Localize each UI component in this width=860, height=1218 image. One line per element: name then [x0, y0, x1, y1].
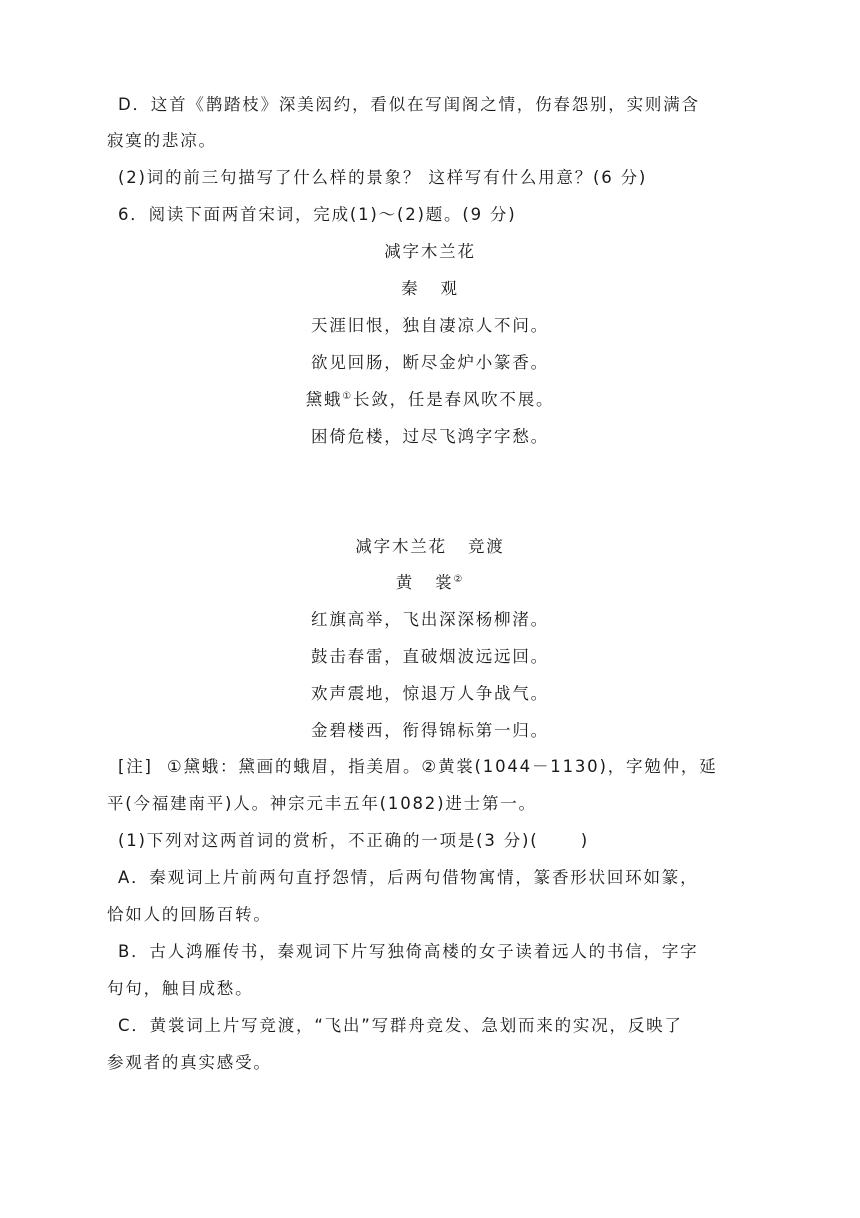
- question-1: (1)下列对这两首词的赏析，不正确的一项是(3 分)( ): [118, 831, 590, 850]
- option-a-line-1: A．秦观词上片前两句直抒怨情，后两句借物寓情，篆香形状回环如篆，: [118, 868, 699, 887]
- option-c-line-2: 参观者的真实感受。: [107, 1053, 272, 1072]
- option-d-line-1: D．这首《鹊踏枝》深美闳约，看似在写闺阁之情，伤春怨别，实则满含: [118, 95, 700, 114]
- poem1-line-3-a: 黛蛾: [305, 390, 343, 409]
- note-line-1: [注] ①黛蛾：黛画的蛾眉，指美眉。②黄裳(1044－1130)，字勉仲，延: [118, 757, 718, 776]
- question-6: 6．阅读下面两首宋词，完成(1)～(2)题。(9 分): [118, 205, 517, 224]
- poem1-line-3-b: 长敛，任是春风吹不展。: [353, 390, 555, 409]
- poem2-line-2: 鼓击春雷，直破烟波远远回。: [311, 647, 549, 666]
- poem1-title: 减字木兰花: [384, 242, 476, 261]
- footnote-marker-2: ②: [453, 574, 465, 585]
- poem1-line-3: [0, 390, 860, 410]
- option-b-line-1: B．古人鸿雁传书，秦观词下片写独倚高楼的女子读着远人的书信，字字: [118, 942, 699, 961]
- footnote-marker-1: ①: [342, 391, 354, 402]
- note-line-2: 平(今福建南平)人。神宗元丰五年(1082)进士第一。: [107, 794, 537, 813]
- option-c-line-1: C．黄裳词上片写竞渡，“飞出”写群舟竞发、急划而来的实况，反映了: [118, 1016, 683, 1035]
- poem2-title: 减字木兰花 竞渡: [355, 537, 505, 556]
- option-b-line-2: 句句，触目成愁。: [107, 979, 254, 998]
- poem1-line-4: 困倚危楼，过尽飞鸿字字愁。: [311, 427, 549, 446]
- poem1-line-2: 欲见回肠，断尽金炉小篆香。: [311, 353, 549, 372]
- poem2-author-line: [0, 573, 860, 593]
- poem1-author: 秦 观: [401, 279, 459, 298]
- poem2-line-3: 欢声震地，惊退万人争战气。: [311, 684, 549, 703]
- option-a-line-2: 恰如人的回肠百转。: [107, 905, 272, 924]
- poem2-line-1: 红旗高举，飞出深深杨柳渚。: [311, 610, 549, 629]
- poem1-line-1: 天涯旧恨，独自凄凉人不问。: [311, 316, 549, 335]
- poem2-author: 黄 裳: [395, 573, 454, 592]
- option-d-line-2: 寂寞的悲凉。: [107, 131, 217, 150]
- poem2-line-4: 金碧楼西，衔得锦标第一归。: [311, 721, 549, 740]
- question-2: (2)词的前三句描写了什么样的景象？ 这样写有什么用意？(6 分): [118, 168, 648, 187]
